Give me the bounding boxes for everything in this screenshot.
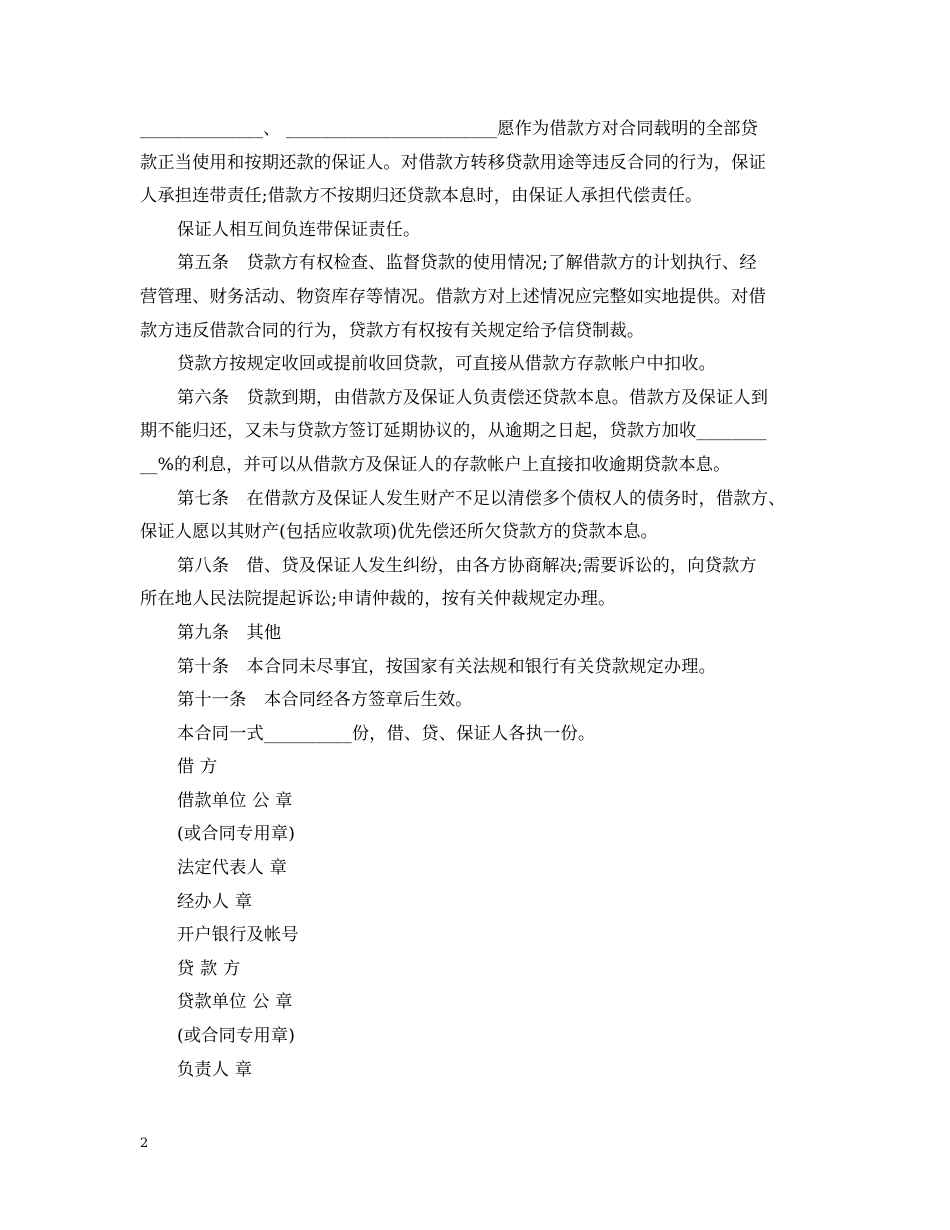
text-line-16: 第九条 其他	[177, 622, 282, 643]
text-line-10: 期不能归还，又未与贷款方签订延期协议的，从逾期之日起，贷款方加收________	[140, 421, 767, 442]
text-line-23: 法定代表人 章	[177, 858, 287, 879]
text-line-28: (或合同专用章)	[177, 1026, 296, 1047]
text-line-27: 贷款单位 公 章	[177, 992, 293, 1013]
text-line-1: ______________、 ________________________愿作为借款方对合同载明的全部贷	[140, 119, 759, 139]
text-line-20: 借 方	[177, 757, 218, 778]
text-line-14: 第八条 借、贷及保证人发生纠纷，由各方协商解决;需要诉讼的，向贷款方	[177, 555, 757, 576]
text-line-7: 款方违反借款合同的行为，贷款方有权按有关规定给予信贷制裁。	[140, 320, 645, 341]
text-line-12: 第七条 在借款方及保证人发生财产不足以清偿多个债权人的债务时，借款方、	[177, 488, 786, 509]
text-line-17: 第十条 本合同未尽事宜，按国家有关法规和银行有关贷款规定办理。	[177, 656, 717, 677]
text-line-5: 第五条 贷款方有权检查、监督贷款的使用情况;了解借款方的计划执行、经	[177, 253, 757, 274]
text-line-21: 借款单位 公 章	[177, 790, 293, 811]
text-line-22: (或合同专用章)	[177, 824, 296, 845]
text-line-24: 经办人 章	[177, 891, 253, 912]
text-line-18: 第十一条 本合同经各方签章后生效。	[177, 690, 473, 711]
page-number: 2	[140, 1136, 149, 1151]
text-line-26: 贷 款 方	[177, 958, 241, 979]
text-line-13: 保证人愿以其财产(包括应收款项)优先偿还所欠贷款方的贷款本息。	[140, 522, 659, 543]
text-line-29: 负责人 章	[177, 1059, 253, 1080]
text-line-6: 营管理、财务活动、物资库存等情况。借款方对上述情况应完整如实地提供。对借	[140, 286, 766, 307]
text-line-8: 贷款方按规定收回或提前收回贷款，可直接从借款方存款帐户中扣收。	[177, 354, 717, 375]
text-line-15: 所在地人民法院提起诉讼;申请仲裁的，按有关仲裁规定办理。	[140, 589, 616, 610]
text-line-9: 第六条 贷款到期，由借款方及保证人负责偿还贷款本息。借款方及保证人到	[177, 387, 769, 408]
text-line-4: 保证人相互间负连带保证责任。	[177, 219, 421, 240]
text-line-3: 人承担连带责任;借款方不按期归还贷款本息时，由保证人承担代偿责任。	[140, 186, 703, 207]
text-line-25: 开户银行及帐号	[177, 925, 299, 946]
text-line-2: 款正当使用和按期还款的保证人。对借款方转移贷款用途等违反合同的行为，保证	[140, 152, 766, 173]
text-line-19: 本合同一式__________份，借、贷、保证人各执一份。	[177, 723, 596, 744]
text-line-11: __%的利息，并可以从借款方及保证人的存款帐户上直接扣收逾期贷款本息。	[140, 454, 731, 475]
document-body	[140, 113, 840, 1087]
